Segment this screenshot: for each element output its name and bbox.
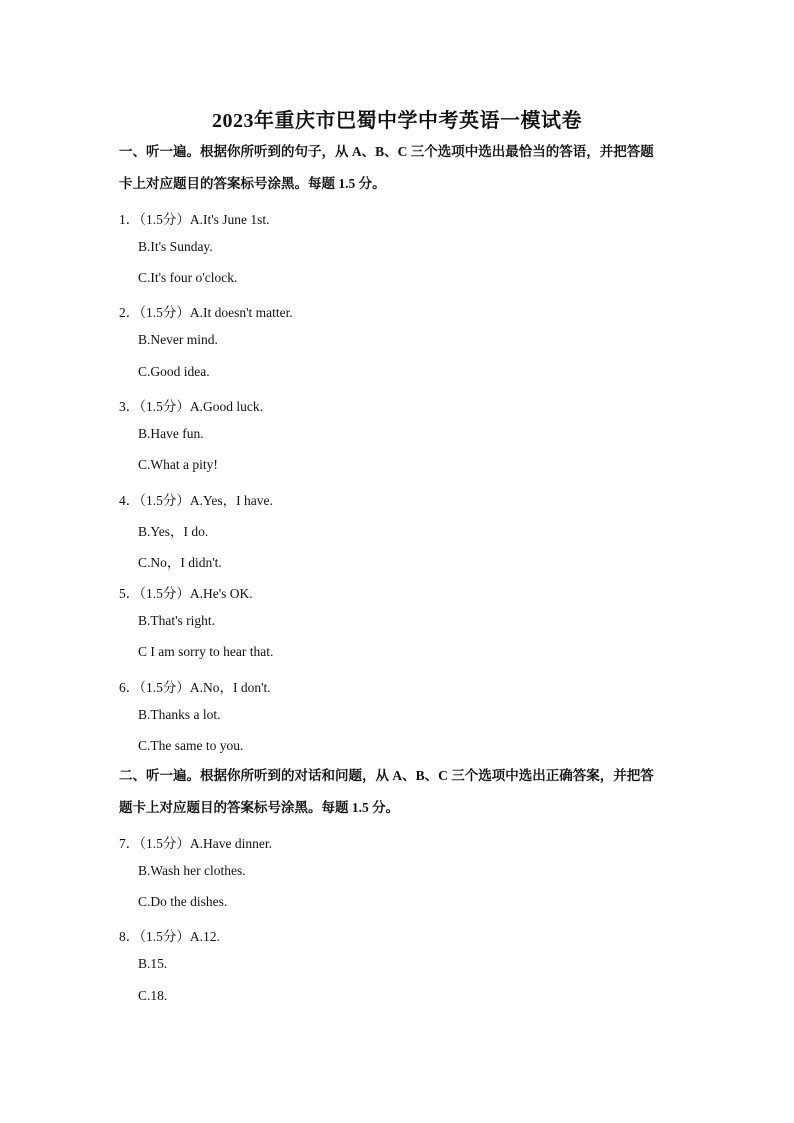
option-a: A.No，I don't. [189, 680, 271, 695]
section-heading-line: 二、听一遍。根据你所听到的对话和问题，从 A、B、C 三个选项中选出正确答案，并把答 [119, 768, 654, 783]
option-c: C.No，I didn't. [138, 555, 222, 570]
question-1 [119, 208, 270, 228]
question-2 [119, 301, 293, 321]
option-b: B.Have fun. [138, 426, 204, 441]
option-a: A.Have dinner. [189, 836, 272, 851]
option-a: A.12. [189, 929, 220, 944]
option-b: B.That's right. [138, 613, 216, 628]
question-5 [119, 582, 253, 602]
section-heading-1 [119, 136, 689, 200]
section-heading-line: 一、听一遍。根据你所听到的句子，从 A、B、C 三个选项中选出最恰当的答语，并把答题 [119, 144, 654, 159]
question-7 [119, 832, 272, 852]
question-prefix: 5．（1.5分） [119, 586, 190, 601]
question-prefix: 4．（1.5分） [119, 493, 190, 508]
option-b: B.Yes，I do. [138, 524, 209, 539]
option-c: C I am sorry to hear that. [138, 644, 274, 659]
question-prefix: 8．（1.5分） [119, 929, 190, 944]
section-heading-line: 题卡上对应题目的答案标号涂黑。每题 1.5 分。 [119, 800, 400, 815]
option-c: C.Do the dishes. [138, 894, 228, 909]
question-prefix: 6．（1.5分） [119, 680, 190, 695]
option-b: B.Wash her clothes. [138, 863, 246, 878]
question-3 [119, 395, 263, 415]
section-heading-2 [119, 760, 689, 824]
option-a: A.It's June 1st. [189, 212, 270, 227]
option-c: C.18. [138, 988, 168, 1003]
page-title: 2023年重庆市巴蜀中学中考英语一模试卷 [212, 110, 582, 132]
question-prefix: 1．（1.5分） [119, 212, 190, 227]
option-b: B.It's Sunday. [138, 239, 213, 254]
option-a: A.Yes，I have. [189, 493, 273, 508]
option-a: A.He's OK. [189, 586, 253, 601]
question-prefix: 3．（1.5分） [119, 399, 190, 414]
option-a: A.Good luck. [189, 399, 263, 414]
question-prefix: 2．（1.5分） [119, 305, 190, 320]
option-c: C.It's four o'clock. [138, 270, 238, 285]
option-a: A.It doesn't matter. [189, 305, 293, 320]
option-c: C.The same to you. [138, 738, 244, 753]
question-prefix: 7．（1.5分） [119, 836, 190, 851]
option-c: C.What a pity! [138, 457, 218, 472]
option-b: B.Thanks a lot. [138, 707, 221, 722]
option-b: B.15. [138, 956, 168, 971]
option-c: C.Good idea. [138, 364, 210, 379]
option-b: B.Never mind. [138, 332, 218, 347]
question-6 [119, 676, 271, 696]
question-8 [119, 925, 220, 945]
section-heading-line: 卡上对应题目的答案标号涂黑。每题 1.5 分。 [119, 176, 386, 191]
question-4 [119, 489, 273, 509]
